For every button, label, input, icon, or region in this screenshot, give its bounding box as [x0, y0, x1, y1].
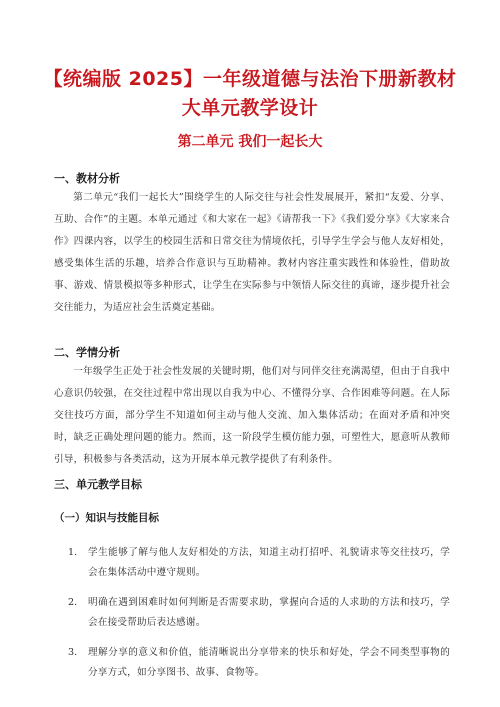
list-item-text: 明确在遇到困难时如何判断是否需要求助，掌握向合适的人求助的方法和技巧，学会在接受帮助后表达感谢。 — [88, 597, 450, 628]
section-paragraph-student-analysis: 一年级学生正处于社会性发展的关键时期，他们对与同伴交往充满渴望，但由于自我中心意识仍较强，在交往过程中常出现以自我为中心、不懂得分享、合作困难等问题。在人际交往技巧方面，部分学生不知道如何主动与他人交流、加入集体活动；在面对矛盾和冲突时，缺乏正确处理问题的能力。然而，这一阶段学生模仿能力强，可塑性大，愿意听从教师引导，积极参与各类活动，这为开展本单元教学提供了有利条件。 — [54, 366, 450, 465]
document-title-line-1: 【统编版 2025】一年级道德与法治下册新教材 — [43, 68, 457, 90]
subsection-heading-knowledge-skills: （一）知识与技能目标 — [54, 512, 159, 524]
list-item-number: 1. — [68, 547, 78, 558]
list-item-text: 理解分享的意义和价值，能清晰说出分享带来的快乐和好处，学会不同类型事物的分享方式，如分享图书、故事、食物等。 — [88, 647, 450, 678]
list-item — [68, 543, 450, 583]
list-item-number: 2. — [68, 597, 78, 608]
section-heading-unit-goals: 三、单元教学目标 — [54, 478, 142, 491]
document-title-line-2: 大单元教学设计 — [181, 97, 319, 119]
section-heading-student-analysis: 二、学情分析 — [54, 346, 120, 359]
list-item — [68, 643, 450, 683]
list-item-text: 学生能够了解与他人友好相处的方法，知道主动打招呼、礼貌请求等交往技巧，学会在集体活动中遵守规则。 — [88, 547, 450, 578]
unit-title: 第二单元 我们一起长大 — [177, 134, 323, 150]
list-item — [68, 593, 450, 633]
section-heading-textbook-analysis: 一、教材分析 — [54, 172, 120, 185]
list-item-number: 3. — [68, 647, 78, 658]
section-paragraph-textbook-analysis: 第二单元“我们一起长大”围绕学生的人际交往与社会性发展展开，紧扣“友爱、分享、互助、合作”的主题。本单元通过《和大家在一起》《请帮我一下》《我们爱分享》《大家来合作》四课内容，以学生的校园生活和日常交往为情境依托，引导学生学会与他人友好相处，感受集体生活的乐趣，培养合作意识与互助精神。教材内容注重实践性和体验性，借助故事、游戏、情景模拟等多种形式，让学生在实际参与中领悟人际交往的真谛，逐步提升社会交往能力，为适应社会生活奠定基础。 — [54, 192, 450, 313]
